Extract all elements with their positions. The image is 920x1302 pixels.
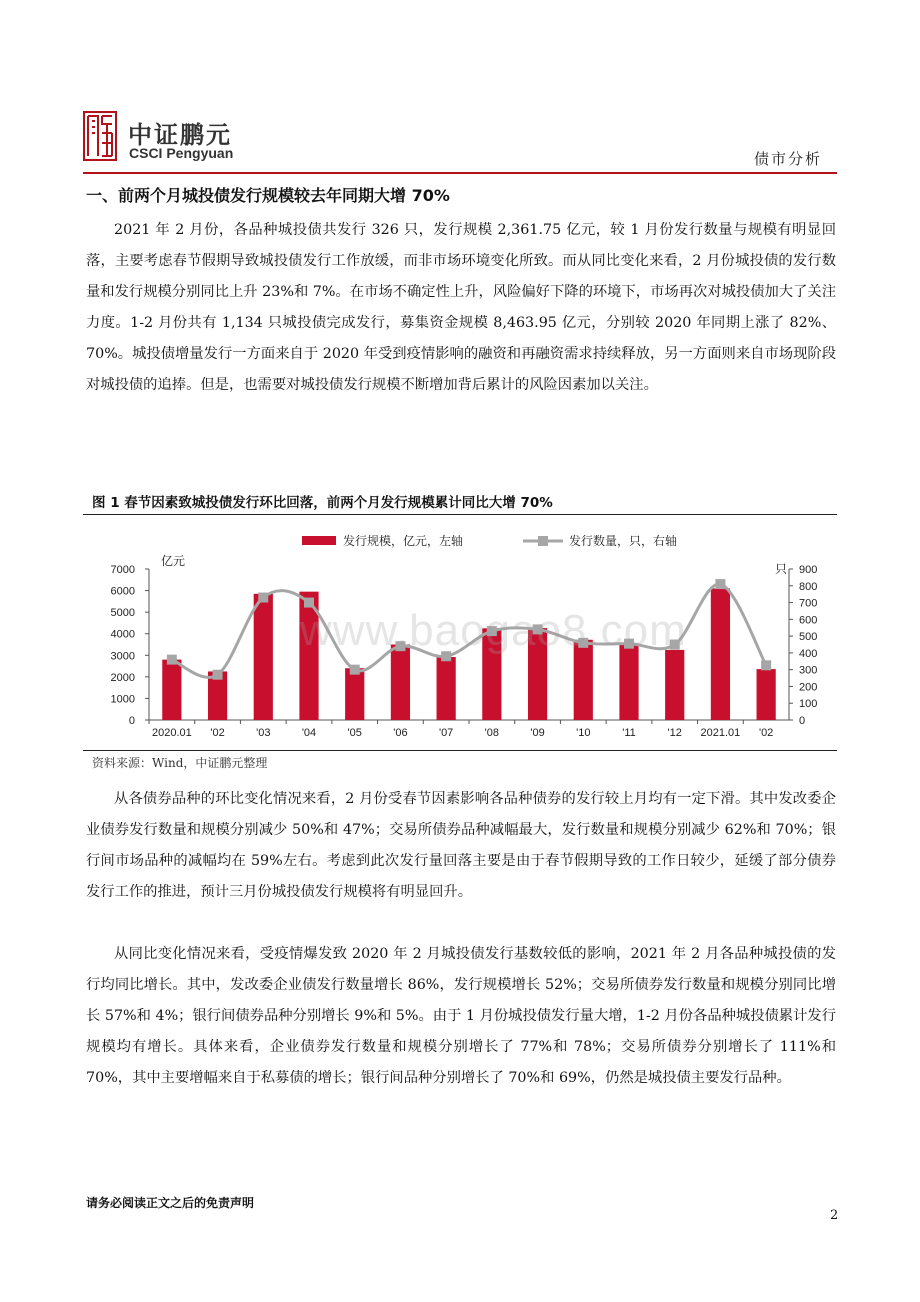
left-tick-label: 6000 — [110, 585, 135, 598]
header-divider — [83, 172, 837, 174]
right-tick-label: 600 — [799, 614, 818, 627]
figure-source: 资料来源：Wind，中证鹏元整理 — [92, 756, 268, 770]
right-tick-label: 800 — [799, 580, 818, 593]
bar-issuance-amount — [162, 660, 181, 720]
page-number: 2 — [830, 1208, 839, 1223]
section-heading: 一、前两个月城投债发行规模较去年同期大增 70% — [86, 186, 450, 205]
line-point-issuance-count — [761, 660, 771, 670]
line-point-issuance-count — [167, 655, 177, 665]
legend-label-bar: 发行规模，亿元，左轴 — [343, 534, 464, 548]
x-tick-label: 2021.01 — [700, 727, 741, 739]
logo-seal-icon — [83, 111, 117, 161]
right-tick-label: 400 — [799, 647, 818, 660]
section-tag: 债市分析 — [753, 150, 822, 168]
watermark: www.baogao8.com — [300, 606, 687, 655]
brand-name-en: CSCI Pengyuan — [129, 145, 234, 161]
bar-issuance-amount — [345, 668, 364, 720]
bar-issuance-amount — [757, 669, 776, 720]
x-tick-label: '06 — [393, 727, 408, 739]
left-tick-label: 7000 — [110, 564, 135, 576]
line-point-issuance-count — [258, 593, 268, 603]
x-tick-label: '08 — [484, 727, 500, 739]
x-tick-label: '02 — [210, 727, 225, 739]
right-tick-label: 900 — [799, 564, 818, 576]
x-tick-label: '02 — [758, 727, 774, 739]
line-point-issuance-count — [350, 665, 360, 675]
line-point-issuance-count — [715, 579, 725, 589]
left-tick-label: 4000 — [110, 628, 135, 641]
right-tick-label: 300 — [799, 664, 818, 677]
x-tick-label: '09 — [530, 727, 545, 739]
figure-bottom-rule — [83, 750, 837, 751]
x-tick-label: 2020.01 — [151, 727, 192, 739]
x-tick-label: '12 — [667, 727, 682, 739]
disclaimer-note: 请务必阅读正文之后的免责声明 — [86, 1196, 255, 1210]
right-axis-unit: 只 — [775, 562, 788, 576]
x-tick-label: '05 — [347, 727, 362, 739]
legend-label-line: 发行数量，只，右轴 — [569, 534, 678, 548]
right-tick-label: 700 — [799, 597, 818, 610]
paragraph-2: 从各债券品种的环比变化情况来看，2 月份受春节因素影响各品种债券的发行较上月均有一定下滑。其中发改委企业债券发行数量和规模分别减少 50%和 47%；交易所债券品种减幅最大，发行数量和规模分别减少 62%和 70%；银行间市场品种的减幅均在 59%左右。考虑到此次发行量回落主要是由于春节假期导致的工作日较少，延缓了部分债券发行工作的推进，预计三月份城投债发行规模将有明显回升。 — [86, 791, 836, 900]
figure-top-rule — [83, 514, 837, 515]
x-tick-label: '11 — [622, 727, 636, 739]
figure-title: 图 1 春节因素致城投债发行环比回落，前两个月发行规模累计同比大增 70% — [92, 495, 553, 511]
x-tick-label: '10 — [576, 727, 591, 739]
paragraph-3: 从同比变化情况来看，受疫情爆发致 2020 年 2 月城投债发行基数较低的影响，2021 年 2 月各品种城投债的发行均同比增长。其中，发改委企业债发行数量增长 86%，发行规模增长 52%；交易所债券发行数量和规模分别同比增长 57%和 4%；银行间债券品种分别增长 9%和 5%。由于 1 月份城投债发行量大增，1-2 月份各品种城投债累计发行规模均有增长。具体来看，企业债券发行数量和规模分别增长了 77%和 78%；交易所债券分别增长了 111%和 70%，其中主要增幅来自于私募债的增长；银行间品种分别增长了 70%和 69%，仍然是城投债主要发行品种。 — [86, 946, 836, 1086]
left-tick-label: 5000 — [110, 607, 135, 620]
bar-issuance-amount — [711, 588, 730, 720]
brand-name-cn: 中证鹏元 — [128, 121, 232, 149]
legend-swatch-marker — [538, 536, 548, 546]
bar-issuance-amount — [665, 650, 684, 720]
left-tick-label: 2000 — [110, 671, 135, 684]
bar-issuance-amount — [437, 657, 456, 720]
right-tick-label: 0 — [799, 715, 806, 727]
legend-swatch-bar — [302, 536, 336, 545]
x-tick-label: '03 — [256, 727, 271, 739]
line-point-issuance-count — [213, 670, 223, 680]
right-tick-label: 500 — [799, 631, 818, 644]
x-tick-label: '04 — [301, 727, 317, 739]
right-tick-label: 100 — [799, 698, 818, 711]
left-tick-label: 3000 — [110, 650, 135, 663]
left-tick-label: 0 — [128, 715, 135, 727]
left-tick-label: 1000 — [110, 693, 135, 706]
right-tick-label: 200 — [799, 681, 818, 694]
x-tick-label: '07 — [438, 727, 454, 739]
left-axis-unit: 亿元 — [161, 554, 186, 568]
paragraph-1: 2021 年 2 月份，各品种城投债共发行 326 只，发行规模 2,361.75 亿元，较 1 月份发行数量与规模有明显回落，主要考虑春节假期导致城投债发行工作放缓，而非市场环境变化所致。而从同比变化来看，2 月份城投债的发行数量和发行规模分别同比上升 23%和 7%。在市场不确定性上升，风险偏好下降的环境下，市场再次对城投债加大了关注力度。1-2 月份共有 1,134 只城投债完成发行，募集资金规模 8,463.95 亿元，分别较 2020 年同期上涨了 82%、70%。城投债增量发行一方面来自于 2020 年受到疫情影响的融资和再融资需求持续释放，另一方面则来自市场现阶段对城投债的追捧。但是，也需要对城投债发行规模不断增加背后累计的风险因素加以关注。 — [86, 222, 836, 393]
bar-issuance-amount — [254, 594, 273, 720]
